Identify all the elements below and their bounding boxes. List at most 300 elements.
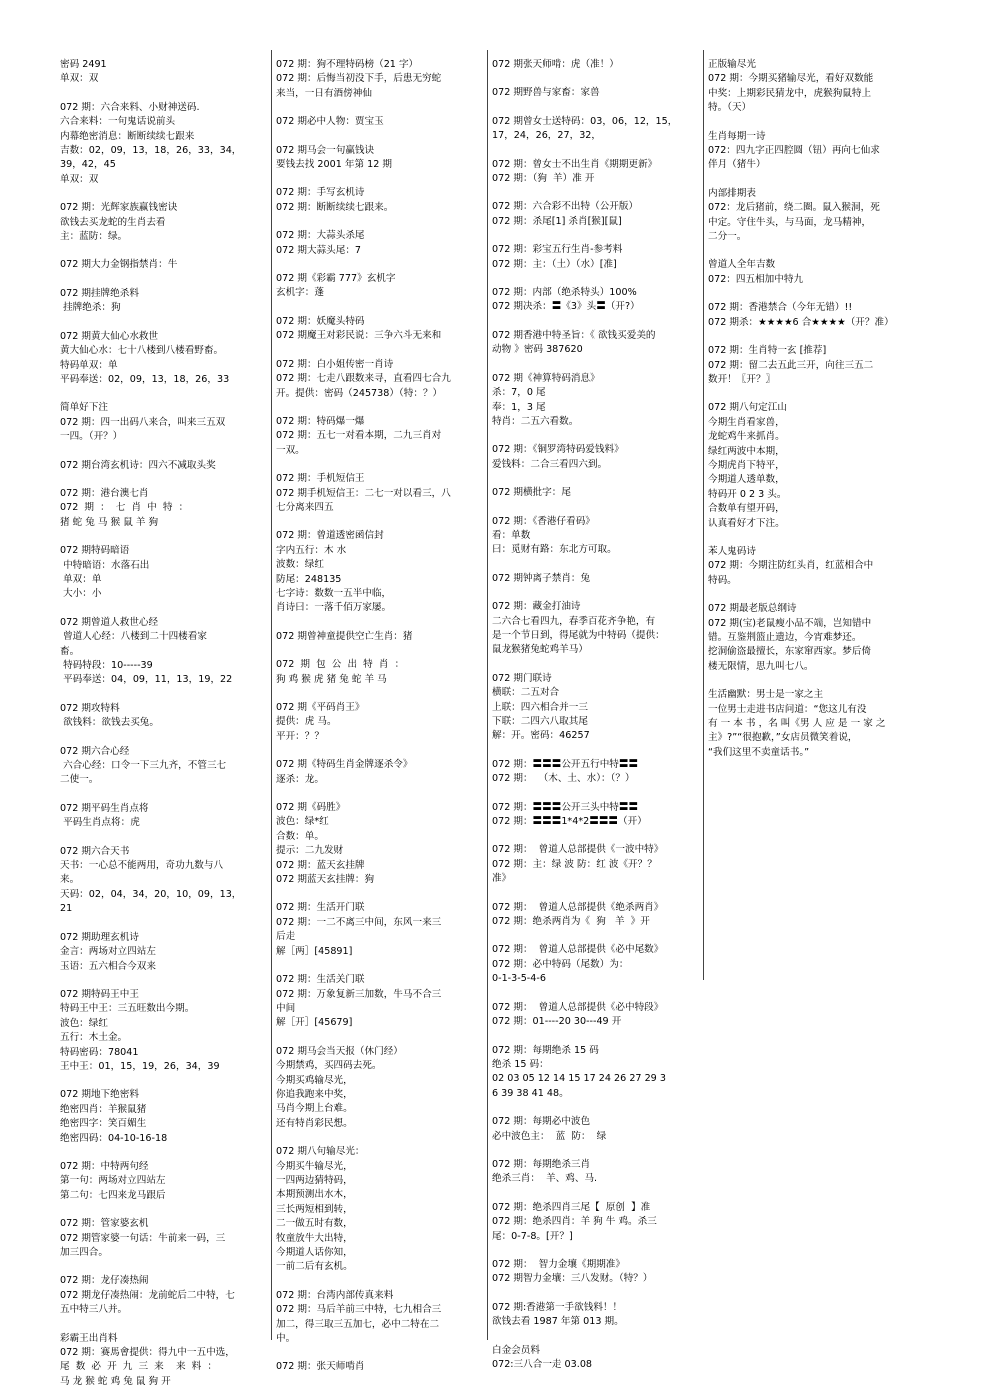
text-line: 波色：绿*红 [276,816,329,828]
text-line: 彩霸王出肖料 [60,1332,118,1344]
text-block [60,745,266,788]
text-line: 072 期：彩宝五行生肖-参考料 [492,244,623,256]
text-line: 苯人鬼码诗 [708,545,756,557]
text-block [60,287,266,316]
text-line: 平码生肖点将：虎 [60,817,140,829]
text-line: 生活幽默：男士是一家之主 [708,689,824,701]
text-line: 072 期：大蒜头杀尾 [276,230,365,242]
text-block [708,58,914,116]
text-line: 072 期： 曾道人总部提供《必中特段》 [492,1001,664,1013]
text-line: 072 期：杀尾[1] 杀肖[猴][鼠] [492,215,622,227]
text-line: 特码密码：78041 [60,1046,139,1058]
text-line: 072 期：张天师啃肖 [276,1361,365,1373]
text-line: 解［两］[45891] [276,945,353,957]
text-block [492,286,698,315]
text-line: 欲钱去看 1987 年第 013 期。 [492,1316,624,1328]
text-line: 牧童放牛大出特， [276,1232,353,1244]
text-line: 072 期：绝杀四肖三尾【 原创 】准 [492,1201,651,1213]
text-block [60,616,266,688]
text-block [492,843,698,886]
text-line: 072 期曾女士送特码：03，06，12，15， [492,115,678,127]
text-block [492,486,698,500]
text-line: 绿红两波中本期， [708,445,785,457]
text-line: 072 期：曾女士不出生肖《期期更新》 [492,158,658,170]
text-block [276,272,482,301]
text-line: 内部排期表 [708,187,756,199]
text-block [276,630,482,644]
text-line: 072 期龙仔凑热闹：龙前蛇后二中特，七 [60,1289,235,1301]
text-block [492,58,698,72]
text-line: 072 期挂牌绝杀料 [60,287,139,299]
text-line: 一四。（开？） [60,431,123,443]
text-line: 中。 [276,1333,296,1345]
text-line: 072 期 包 公 出 特 肖 ： [276,659,405,671]
text-block [492,600,698,658]
text-line: 绝杀三肖： 羊、鸡、马. [492,1173,598,1185]
text-line: 072 期魔王对彩民说：三争六斗无来和 [276,330,442,342]
text-line: 072 期：四一出码八来合，叫来三五双 [60,416,226,428]
text-line: 072 期： 曾道人总部提供《一波中特》 [492,844,664,856]
text-line: 今期虎肖下特平， [708,459,785,471]
text-line: 072 期最老版总纲诗 [708,603,797,615]
text-block [492,443,698,472]
text-line: 特码单双：单 [60,359,118,371]
text-line: 072 期马会当天报（休门经） [276,1045,403,1057]
text-line: 072 期:香港第一手欲钱料！！ [492,1301,623,1313]
text-line: 072 期六合心经 [60,745,130,757]
text-block [276,415,482,458]
text-line: 马肖今期上台难。 [276,1103,353,1115]
text-line: 072 期：港台澳七肖 [60,487,149,499]
text-line: 今期道人透单数， [708,474,785,486]
text-block [276,1360,482,1374]
text-block [492,943,698,986]
text-block [276,1145,482,1275]
text-line: 王中王：01，15，19，26，34，39 [60,1060,220,1072]
text-line: 密码 2491 [60,59,107,70]
text-line: 大小：小 [60,588,102,600]
text-line: 072 期：后悔当初没下手，后患无穷蛇 [276,73,442,85]
text-line: 072 期：赛馬會提供：得九中一五中选， [60,1347,235,1359]
text-line: 天码：02，04，34，20，10，09，13， [60,888,242,900]
text-line: 072 期： 曾道人总部提供《必中尾数》 [492,944,664,956]
text-line: 二分一。 [708,231,747,243]
text-block [276,758,482,787]
text-line: 有 一 本 书 ，名 叫《男 人 应 是 一 家 之 [708,718,886,730]
text-line: 072 期门联诗 [492,672,552,684]
text-line: 072 期决杀：〓《3》头〓（开?） [492,301,640,313]
text-line: 特码。 [708,574,737,586]
text-line: 欲钱料：欲钱去买兔。 [60,717,159,729]
text-line: 中间 [276,1002,296,1014]
text-line: 单双：双 [60,173,99,185]
text-line: 072 期《彩霸 777》玄机字 [276,273,396,285]
text-line: 特码特段：10-----39 [60,660,153,671]
text-line: 072 期：妖魔头特码 [276,315,365,327]
text-line: 072 期特码暗语 [60,545,130,557]
text-block [492,115,698,144]
text-line: 072 期：五七一对看本期，二九三肖对 [276,430,442,442]
text-line: 072 期大力金钢指禁肖：牛 [60,259,178,271]
text-block [60,1088,266,1146]
text-line: 主：蓝防：绿。 [60,231,128,243]
text-block [492,200,698,229]
text-line: 本期预测出水木， [276,1189,353,1201]
text-line: 072 期：手机短信王 [276,473,365,485]
text-line: 072 期：今期注防红头肖，红蓝相合中 [708,560,874,572]
text-line: 072 期杀：★★★★6 合★★★★（开？准） [708,316,894,328]
text-line: 中奖：上期彩民猜龙中，虎猴狗鼠特上 [708,87,872,99]
text-line: 要钱去找 2001 年第 12 期 [276,159,392,171]
text-line: 072 期：万象复新三加数，牛马不合三 [276,988,442,1000]
text-line: 猪 蛇 兔 马 猴 鼠 羊 狗 [60,516,159,528]
text-line: 今期生肖看家兽， [708,416,785,428]
text-line: 39，42，45 [60,159,116,171]
text-line: 准》 [492,873,512,885]
text-line: 072：龙后猪前，绕二圈。鼠入猴洞，死 [708,202,880,214]
text-line: 二使一。 [60,774,99,786]
text-line: 七分离来四五 [276,501,334,513]
text-block [60,1332,266,1389]
text-line: 单双：双 [60,73,99,85]
text-line: 下联：二四六八取其尾 [492,716,588,727]
text-line: 龙蛇鸡牛来抓肖。 [708,431,785,443]
text-line: 6 39 38 41 48。 [492,1087,569,1099]
text-block [492,672,698,744]
text-line: 今期禁鸡，买四码去死。 [276,1060,382,1072]
text-block [60,988,266,1074]
text-line: 玄机字：蓬 [276,287,324,299]
text-line: 072 期必中人物：贾宝玉 [276,116,384,128]
text-line: 数开！〖开？〗 [708,373,776,385]
text-line: 伴月（猪牛） [708,159,766,171]
text-block [708,602,914,674]
text-line: 内幕绝密消息：断断续续七跟来 [60,130,195,142]
text-line: 六合心经：口令一下三九齐，不管三七 [60,760,227,772]
text-line: 绝密四码：04-10-16-18 [60,1132,168,1144]
text-block [276,973,482,1031]
text-line: 072 期《特码生肖金牌逐杀令》 [276,759,413,771]
text-line: 072 期智力金壤：三八发财。（特？） [492,1273,653,1285]
text-line: 072 期大蒜头尾：7 [276,244,362,256]
text-line: 072 期台湾玄机诗：四六不减取头奖 [60,459,216,471]
column-divider [703,50,704,980]
text-line: 072 期：光辉家族赢钱密诀 [60,202,178,214]
text-line: 02 03 05 12 14 15 17 24 26 27 29 3 [492,1073,666,1085]
text-line: 072 期：今期买猪输尽光，看好双数能 [708,73,874,85]
text-block [60,201,266,244]
text-line: 072 期：香港禁合（今年无错）!! [708,302,853,314]
text-line: 072 期《码胜》 [276,802,346,814]
text-line: 072 期：主：绿 波 防：红 波《开？？ [492,858,657,870]
text-line: 中特暗语：水落石出 [60,559,150,571]
text-line: 072 期：七走八跟数来寻，直看四七合九 [276,373,451,385]
text-line: 畜。 [60,645,80,657]
text-line: 挂牌绝杀：狗 [60,302,121,314]
text-line: 天书：一心总不能两用，奇功九数与八 [60,860,224,872]
text-line: 波色：绿红 [60,1017,108,1029]
text-line: 杀：7，0 尾 [492,387,546,399]
text-line: 字内五行：木 水 [276,544,347,556]
text-block [276,358,482,401]
text-line: 072 期：01----20 30---49 开 [492,1016,622,1028]
text-line: 挖洞偷盗最擅长，东家窜西家。梦后倚 [708,646,872,658]
text-line: 错。互鉴荆篮止遗边，今宵难梦还。 [708,632,862,643]
text-line: 二六合七看四九，春季百花齐争艳，有 [492,615,656,627]
text-line: 绝密四肖：羊猴鼠猪 [60,1103,147,1115]
text-block [60,401,266,444]
text-line: 072 期：一二不离三中间，东风一来三 [276,916,442,928]
text-line: 认真看好才下注。 [708,517,785,529]
text-line: 072 期：《香港仔看码》 [492,515,595,527]
text-line: 072 期：六合彩不出特（公开版） [492,201,639,213]
text-line: 072 期管家婆一句话：牛前来一码，三 [60,1232,226,1244]
text-line: 072 期 ： 七 肖 中 特 ： [60,502,189,514]
column-1 [60,58,266,1387]
text-line: 正版输尽光 [708,59,756,70]
text-block [60,330,266,388]
text-line: 加二，得三取三五加七，必中二特在二 [276,1318,440,1330]
text-line: 五中特三八并。 [60,1304,128,1316]
text-block [276,658,482,687]
text-line: 072 期：留二去五此三开，向往三五二 [708,359,874,371]
text-line: 0-1-3-5-4-6 [492,973,546,985]
text-line: 来。 [60,874,80,886]
text-line: 平码奉送：04，09，11，13，19，22 [60,674,233,686]
text-block [60,544,266,602]
text-line: 波数：绿红 [276,559,324,571]
text-line: 提供：虎 马。 [276,716,337,728]
text-line: 072 期：〓〓〓公开五行中特〓〓 [492,758,639,770]
text-block [708,301,914,330]
text-line: 072 期野兽与家畜：家兽 [492,87,600,99]
text-block [276,315,482,344]
text-line: 加三四合。 [60,1247,108,1258]
text-block [60,58,266,87]
text-line: 解［开］[45679] [276,1017,353,1029]
column-divider [271,50,272,1340]
text-line: 072 期：《铜罗湾特码爱钱料》 [492,444,624,456]
text-block [492,801,698,830]
text-line: 动物 》密码 387620 [492,344,583,356]
column-divider [487,50,488,1340]
text-line: 072 期八句定江山 [708,402,787,414]
text-line: 肖诗曰：一落千佰万家屡。 [276,602,392,614]
text-line: 五行：木土金。 [60,1032,128,1044]
text-line: 072 期八句输尽光： [276,1146,365,1158]
text-line: 还有特肖彩民想。 [276,1117,353,1129]
text-block [708,344,914,387]
text-block [492,1201,698,1244]
text-block [276,701,482,744]
text-line: 逐杀：龙。 [276,773,324,785]
text-line: 072 期平码生肖点将 [60,802,149,814]
text-line: “我们这里不卖童话书。” [708,746,810,758]
text-block [708,401,914,531]
text-line: 狗 鸡 猴 虎 猪 兔 蛇 羊 马 [276,673,387,685]
text-line: 平开：？？ [276,730,324,742]
text-line: 072 期：手写玄机诗 [276,187,365,199]
text-line: 072：四九字正四腔圆（钮）再向七仙求 [708,145,880,157]
text-line: 简单好下注 [60,402,108,414]
text-line: 072 期：内部（绝杀特头）100% [492,287,637,299]
text-block [492,758,698,787]
text-line: 来当，一日有酒傍神仙 [276,87,372,99]
text-line: 后走 [276,931,296,943]
text-block [492,1158,698,1187]
text-line: 中定。守住牛头，与马面，龙马精神， [708,216,872,228]
text-line: 072 期蓝天玄挂牌：狗 [276,874,375,886]
text-line: 今期道人话你知， [276,1247,353,1258]
text-line: 072 期：每期绝杀 15 码 [492,1044,599,1056]
text-line: 072 期：每期绝杀三肖 [492,1158,591,1170]
text-block [708,545,914,588]
text-block [492,572,698,586]
text-block [60,487,266,530]
text-line: 防尾：248135 [276,573,342,585]
text-line: 你追我跑来中奖， [276,1088,353,1100]
text-line: 072 期：特码爆一爆 [276,415,365,427]
text-line: 一双。 [276,444,305,456]
text-line: 曾道人全年吉数 [708,259,776,271]
text-line: 072 期：六合来料、小财神送码. [60,101,200,113]
text-line: 072 期：生肖特一玄 [推荐] [708,345,827,357]
text-line: 072 期：白小姐传密一肖诗 [276,358,394,370]
text-line: 生肖每期一诗 [708,130,766,142]
text-block [60,1160,266,1203]
text-line: 必中波色主： 蓝 防： 绿 [492,1130,607,1142]
text-line: 072 期：〓〓〓公开三头中特〓〓 [492,801,639,813]
text-line: 今期买鸡输尽光， [276,1074,353,1086]
text-block [708,187,914,245]
text-block [60,1217,266,1260]
text-line: 白金会员料 [492,1344,540,1356]
text-line: 绝杀 15 码： [492,1058,549,1070]
text-line: 奉：1，3 尾 [492,401,546,413]
text-block [492,243,698,272]
text-line: 合数单有望开码， [708,503,785,515]
text-block [276,529,482,615]
text-line: 17，24，26，27，32， [492,130,602,142]
text-line: 吉数：02，09，13，18，26，33，34， [60,145,242,157]
text-line: 单双：单 [60,573,102,585]
text-line: 一前二后有玄机。 [276,1261,353,1273]
text-line: 曾道人心经：八楼到二十四楼看家 [60,631,207,643]
text-line: 平码奉送：02，09，13，18，26，33 [60,373,230,385]
text-line: 072 期(宝)老鼠瘦小品不端，岂知错中 [708,617,872,629]
text-line: 072 期：生活关门联 [276,974,365,986]
text-line: 072 期：管家婆玄机 [60,1218,149,1230]
text-line: 黄大仙心水：七十八楼到八楼看野畜。 [60,345,224,357]
text-line: 一位男士走进书店问道：“您这儿有没 [708,703,867,715]
text-line: 072 期：（狗 羊）准 开 [492,173,595,185]
text-line: 072 期： 智力金壤《期期准》 [492,1258,625,1270]
text-line: 072 期：主：（土）（水）[准] [492,258,617,270]
text-line: 今期买牛输尽光， [276,1160,353,1172]
text-line: 六合来料：一句鬼话说前头 [60,116,176,128]
text-line: 072 期：藏金打油诗 [492,601,581,613]
text-line: 尾：0-7-8。[开？] [492,1230,573,1242]
text-block [492,1344,698,1373]
text-line: 072 期马会一句赢钱诀 [276,144,375,156]
text-line: 072 期：台湾内部传真来料 [276,1289,394,1301]
text-line: 绝密四字：笑百媚生 [60,1118,147,1130]
text-line: 072 期： 曾道人总部提供《绝杀两肖》 [492,901,664,913]
text-block [276,229,482,258]
text-line: 072 期：狗不理特码榜（21 字） [276,59,419,70]
text-line: 072 期：生活开门联 [276,902,365,914]
text-line: 072 期：〓〓〓1*4*2〓〓〓（开） [492,816,647,828]
text-line: 072 期助理玄机诗 [60,931,139,943]
text-block [60,101,266,187]
text-line: 072 期：绝杀两肖为《 狗 羊 》开 [492,916,650,928]
text-line: 072:三八合一走 03.08 [492,1359,593,1370]
text-line: 072 期：马后羊前三中特，七九相合三 [276,1304,442,1316]
text-line: 马 龙 猴 蛇 鸡 兔 鼠 狗 开 [60,1375,171,1387]
text-line: 072 期香港中特圣旨：《 欲钱买爱美的 [492,329,656,341]
text-block [708,258,914,287]
text-line: 尾 数 必 开 九 三 来 来 料 ： [60,1361,217,1373]
text-line: 072 期曾道人救世心经 [60,616,159,628]
text-block [492,1115,698,1144]
text-line: 第二句：七四来龙马跟后 [60,1189,166,1201]
text-line: 072 期地下绝密料 [60,1089,139,1101]
text-line: 072 期《平码肖王》 [276,702,365,713]
text-line: 曰：觅财有路：东北方可取。 [492,544,617,556]
text-line: 一四两边猜特码， [276,1174,353,1186]
text-block [60,931,266,974]
text-line: 072 期： （木、土、水）：（？） [492,773,635,785]
text-block [708,688,914,760]
text-line: 21 [60,903,73,915]
text-block [60,702,266,731]
text-line: 爱钱料：二合三看四六到。 [492,458,608,470]
text-block [492,158,698,187]
text-block [492,515,698,558]
text-line: 欲钱去买龙蛇的生肖去看 [60,216,166,228]
text-line: 072 期：绝杀四肖：羊 狗 牛 鸡。杀三 [492,1216,657,1228]
text-line: 072 期六合天书 [60,845,130,857]
text-block [60,1274,266,1317]
text-line: 072 期张天师啃：虎（准！） [492,59,619,70]
text-line: 072 期：断断续续七跟来。 [276,201,394,213]
text-line: 七字诗：数数一五半中临， [276,587,392,599]
text-line: 072：四五相加中特九 [708,273,804,285]
text-line: 特。（天） [708,102,752,114]
text-block [276,1045,482,1131]
text-line: 特码王中王：三五旺数出今期。 [60,1003,195,1015]
text-block [492,1258,698,1287]
text-line: 072 期《神算特码消息》 [492,372,600,384]
text-block [492,1044,698,1102]
text-block [492,86,698,100]
text-line: 玉语：五六相合今双来 [60,960,156,972]
text-line: 072 期钟离子禁肖：兔 [492,572,591,584]
text-line: 是一个节日到，得尾就为中特码（提供： [492,629,665,641]
text-line: 主》?”“很抱歉，”女店员微笑着说， [708,732,858,744]
text-block [492,329,698,358]
text-line: 072 期手机短信王：二七一对以看三，八 [276,487,451,499]
text-line: 鼠龙猴猪兔蛇鸡羊马） [492,644,588,656]
text-line: 横联：二五对合 [492,687,560,699]
text-block [60,459,266,473]
text-line: 合数：单。 [276,830,324,842]
text-line: 三长两短相到转， [276,1203,353,1215]
text-line: 072 期横批字：尾 [492,487,571,499]
text-block [276,801,482,887]
text-block [492,1001,698,1030]
text-block [276,1289,482,1347]
